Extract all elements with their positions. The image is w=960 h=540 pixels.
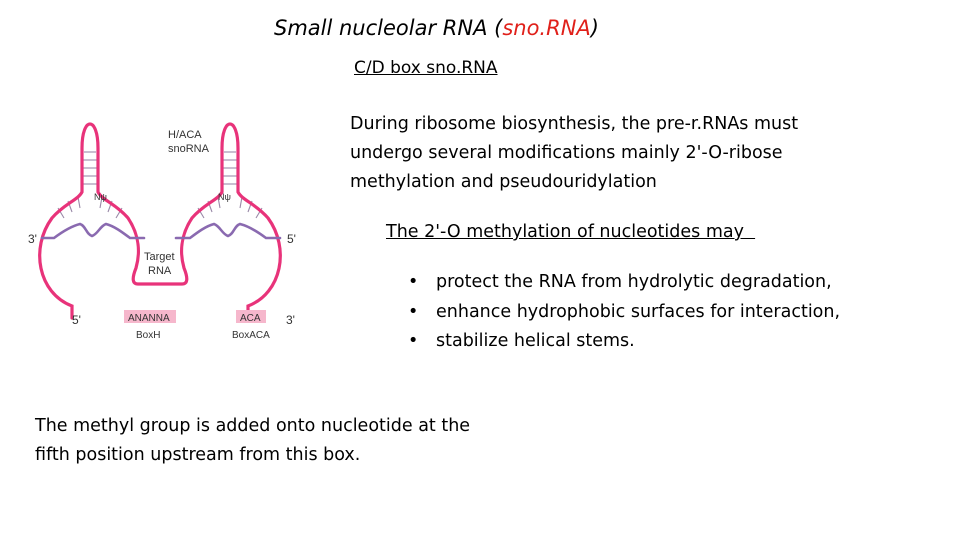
target-label-line1: Target: [144, 251, 175, 263]
end-3-left: 3': [28, 232, 37, 246]
snorna-label-line1: H/ACA: [168, 129, 202, 141]
snorna-structure-diagram: [28, 108, 308, 353]
target-rna-strand-left: [42, 224, 144, 238]
benefit-list: [408, 268, 840, 357]
title-prefix: Small nucleolar RNA (: [274, 16, 503, 40]
end-5-right: 5': [287, 232, 296, 246]
end-3-bottom: 3': [286, 313, 295, 327]
list-item: • stabilize helical stems.: [408, 327, 840, 357]
list-item: • protect the RNA from hydrolytic degradation,: [408, 268, 840, 298]
page-subtitle: C/D box sno.RNA: [354, 58, 498, 78]
intro-paragraph: During ribosome biosynthesis, the pre-r.RNAs must undergo several modifications mainly 2'-O-ribose methylation and pseudouridylation: [350, 114, 799, 192]
title-highlight: sno.RNA: [502, 16, 591, 40]
box-aca-sequence: ACA: [240, 313, 261, 324]
title-suffix: ): [590, 16, 599, 40]
bullet-icon: •: [408, 272, 419, 292]
methylation-heading: The 2'-O methylation of nucleotides may: [386, 222, 756, 242]
psi-label-left: Nψ: [94, 192, 107, 202]
psi-label-right: Nψ: [218, 192, 231, 202]
bullet-icon: •: [408, 301, 419, 322]
bullet-icon: •: [408, 331, 419, 351]
pocket-rungs: [58, 197, 262, 218]
list-item: • enhance hydrophobic surfaces for interaction,: [408, 298, 840, 328]
box-h-sequence: ANANNA: [128, 313, 170, 324]
snorna-strand: [40, 124, 281, 318]
box-aca-name: BoxACA: [232, 330, 270, 341]
box-h-name: BoxH: [136, 330, 161, 341]
snorna-label-line2: snoRNA: [168, 143, 209, 155]
hairpin-rungs: [83, 152, 237, 184]
target-rna-strand-right: [176, 224, 280, 238]
end-5-bottom: 5': [72, 313, 81, 327]
footnote-paragraph: The methyl group is added onto nucleotide at the fifth position upstream from this box.: [35, 416, 471, 465]
target-label-line2: RNA: [148, 265, 172, 277]
page-title: [274, 16, 599, 40]
